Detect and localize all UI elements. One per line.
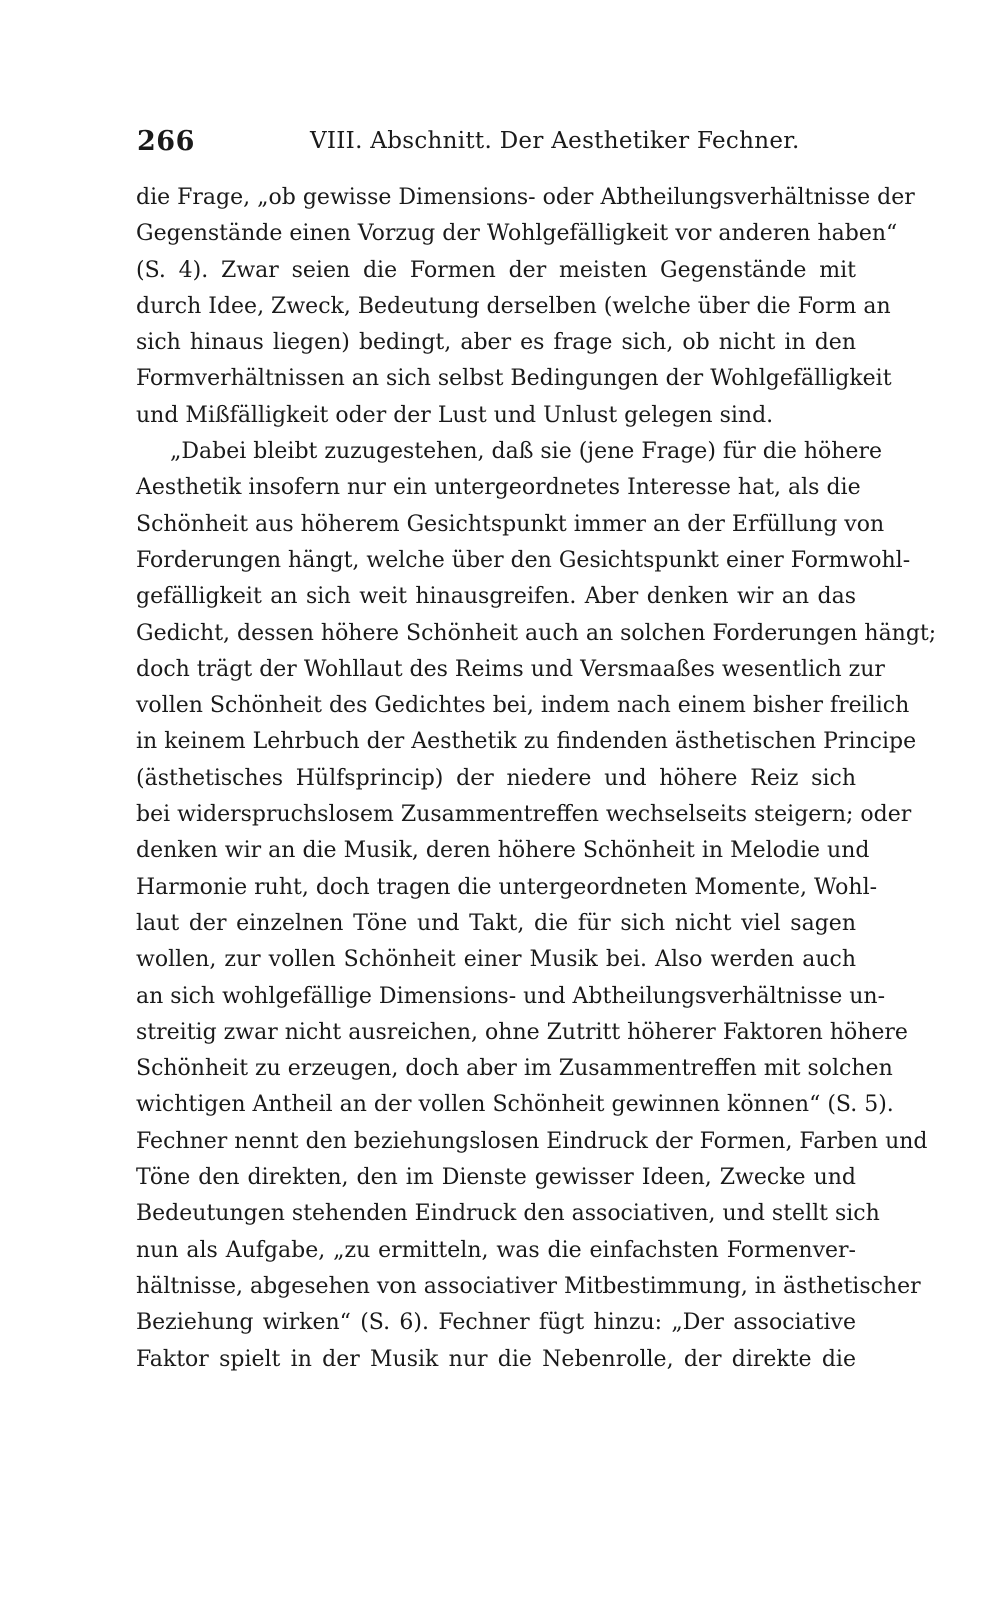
- text-line: Schönheit aus höherem Gesichtspunkt immer an der Erfüllung von: [136, 511, 885, 537]
- text-line: durch Idee, Zweck, Bedeutung derselben (welche über die Form an: [136, 293, 891, 319]
- text-line: Bedeutungen stehenden Eindruck den associativen, und stellt sich: [136, 1201, 880, 1227]
- text-line: doch trägt der Wohllaut des Reims und Versmaaßes wesentlich zur: [136, 656, 885, 682]
- text-line: gefälligkeit an sich weit hinausgreifen. Aber denken wir an das: [136, 584, 856, 610]
- text-line: Beziehung wirken“ (S. 6). Fechner fügt hinzu: „Der associative: [136, 1310, 856, 1336]
- text-line: Fechner nennt den beziehungslosen Eindruck der Formen, Farben und: [136, 1128, 928, 1154]
- text-line: wollen, zur vollen Schönheit einer Musik bei. Also werden auch: [136, 947, 856, 973]
- text-line: die Frage, „ob gewisse Dimensions- oder Abtheilungsverhältnisse der: [136, 185, 915, 210]
- text-line: Aesthetik insofern nur ein untergeordnetes Interesse hat, als die: [136, 475, 861, 501]
- text-line: Harmonie ruht, doch tragen die untergeordneten Momente, Wohl-: [136, 874, 878, 900]
- text-line: Töne den direkten, den im Dienste gewisser Ideen, Zwecke und: [136, 1165, 856, 1191]
- page-number: 266: [137, 126, 195, 157]
- text-line: und Mißfälligkeit oder der Lust und Unlust gelegen sind.: [136, 402, 774, 428]
- text-line: Forderungen hängt, welche über den Gesichtspunkt einer Formwohl-: [136, 547, 911, 573]
- text-line: hältnisse, abgesehen von associativer Mitbestimmung, in ästhetischer: [136, 1273, 921, 1299]
- text-line: Gedicht, dessen höhere Schönheit auch an solchen Forderungen hängt;: [136, 620, 937, 646]
- text-line: Faktor spielt in der Musik nur die Nebenrolle, der direkte die: [136, 1346, 856, 1372]
- text-line: Schönheit zu erzeugen, doch aber im Zusammentreffen mit solchen: [136, 1056, 893, 1082]
- text-line: in keinem Lehrbuch der Aesthetik zu findenden ästhetischen Principe: [136, 729, 917, 755]
- body-text: [136, 180, 937, 1378]
- text-line: vollen Schönheit des Gedichtes bei, indem nach einem bisher freilich: [136, 693, 910, 719]
- text-line: an sich wohlgefällige Dimensions- und Abtheilungsverhältnisse un-: [136, 983, 886, 1009]
- text-line: (S. 4). Zwar seien die Formen der meisten Gegenstände mit: [136, 257, 856, 283]
- text-line: bei widerspruchslosem Zusammentreffen wechselseits steigern; oder: [136, 802, 912, 828]
- text-line: nun als Aufgabe, „zu ermitteln, was die einfachsten Formenver-: [136, 1237, 856, 1263]
- text-line: wichtigen Antheil an der vollen Schönheit gewinnen können“ (S. 5).: [136, 1092, 894, 1118]
- text-line: Gegenstände einen Vorzug der Wohlgefälligkeit vor anderen haben“: [136, 221, 898, 247]
- text-line: laut der einzelnen Töne und Takt, die für sich nicht viel sagen: [136, 910, 856, 936]
- text-line: sich hinaus liegen) bedingt, aber es frage sich, ob nicht in den: [136, 330, 856, 356]
- running-head: VIII. Abschnitt. Der Aesthetiker Fechner.: [310, 128, 800, 154]
- text-line: streitig zwar nicht ausreichen, ohne Zutritt höherer Faktoren höhere: [136, 1019, 908, 1045]
- text-line: (ästhetisches Hülfsprincip) der niedere und höhere Reiz sich: [136, 765, 856, 791]
- page-header: [137, 126, 850, 166]
- paragraph-start-line: „Dabei bleibt zuzugestehen, daß sie (jene Frage) für die höhere: [170, 439, 882, 465]
- text-line: denken wir an die Musik, deren höhere Schönheit in Melodie und: [136, 838, 870, 864]
- text-line: Formverhältnissen an sich selbst Bedingungen der Wohlgefälligkeit: [136, 366, 892, 392]
